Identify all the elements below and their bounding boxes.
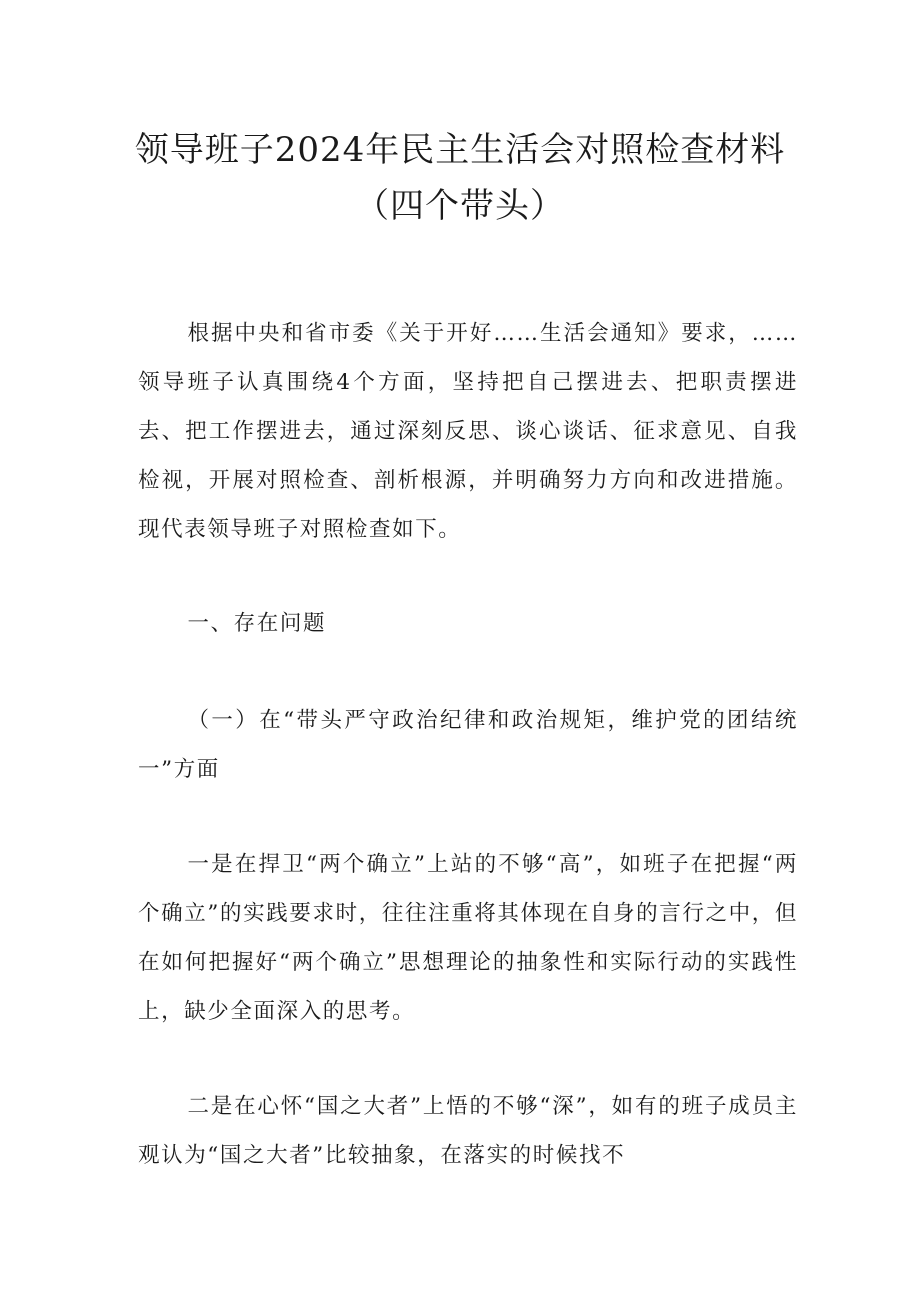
intro-paragraph: 根据中央和省市委《关于开好……生活会通知》要求，……领导班子认真围绕4个方面，坚持把自己摆进去、把职责摆进去、把工作摆进去，通过深刻反思、谈心谈话、征求意见、自我检视，开展对照检查、剖析根源，并明确努力方向和改进措施。现代表领导班子对照检查如下。 xyxy=(138,321,798,542)
document-subtitle: （四个带头） xyxy=(355,186,565,226)
document-title: 领导班子2024年民主生活会对照检查材料 xyxy=(134,130,786,170)
section-heading-problems: 一、存在问题 xyxy=(187,611,327,636)
subsection-heading-political-discipline: （一）在“带头严守政治纪律和政治规矩，维护党的团结统一”方面 xyxy=(138,708,798,782)
problem-item-2: 二是在心怀“国之大者”上悟的不够“深”，如有的班子成员主观认为“国之大者”比较抽象，在落实的时候找不 xyxy=(138,1094,798,1168)
problem-item-1: 一是在捍卫“两个确立”上站的不够“高”，如班子在把握“两个确立”的实践要求时，往往注重将其体现在自身的言行之中，但在如何把握好“两个确立”思想理论的抽象性和实际行动的实践性上，缺少全面深入的思考。 xyxy=(138,852,798,1024)
